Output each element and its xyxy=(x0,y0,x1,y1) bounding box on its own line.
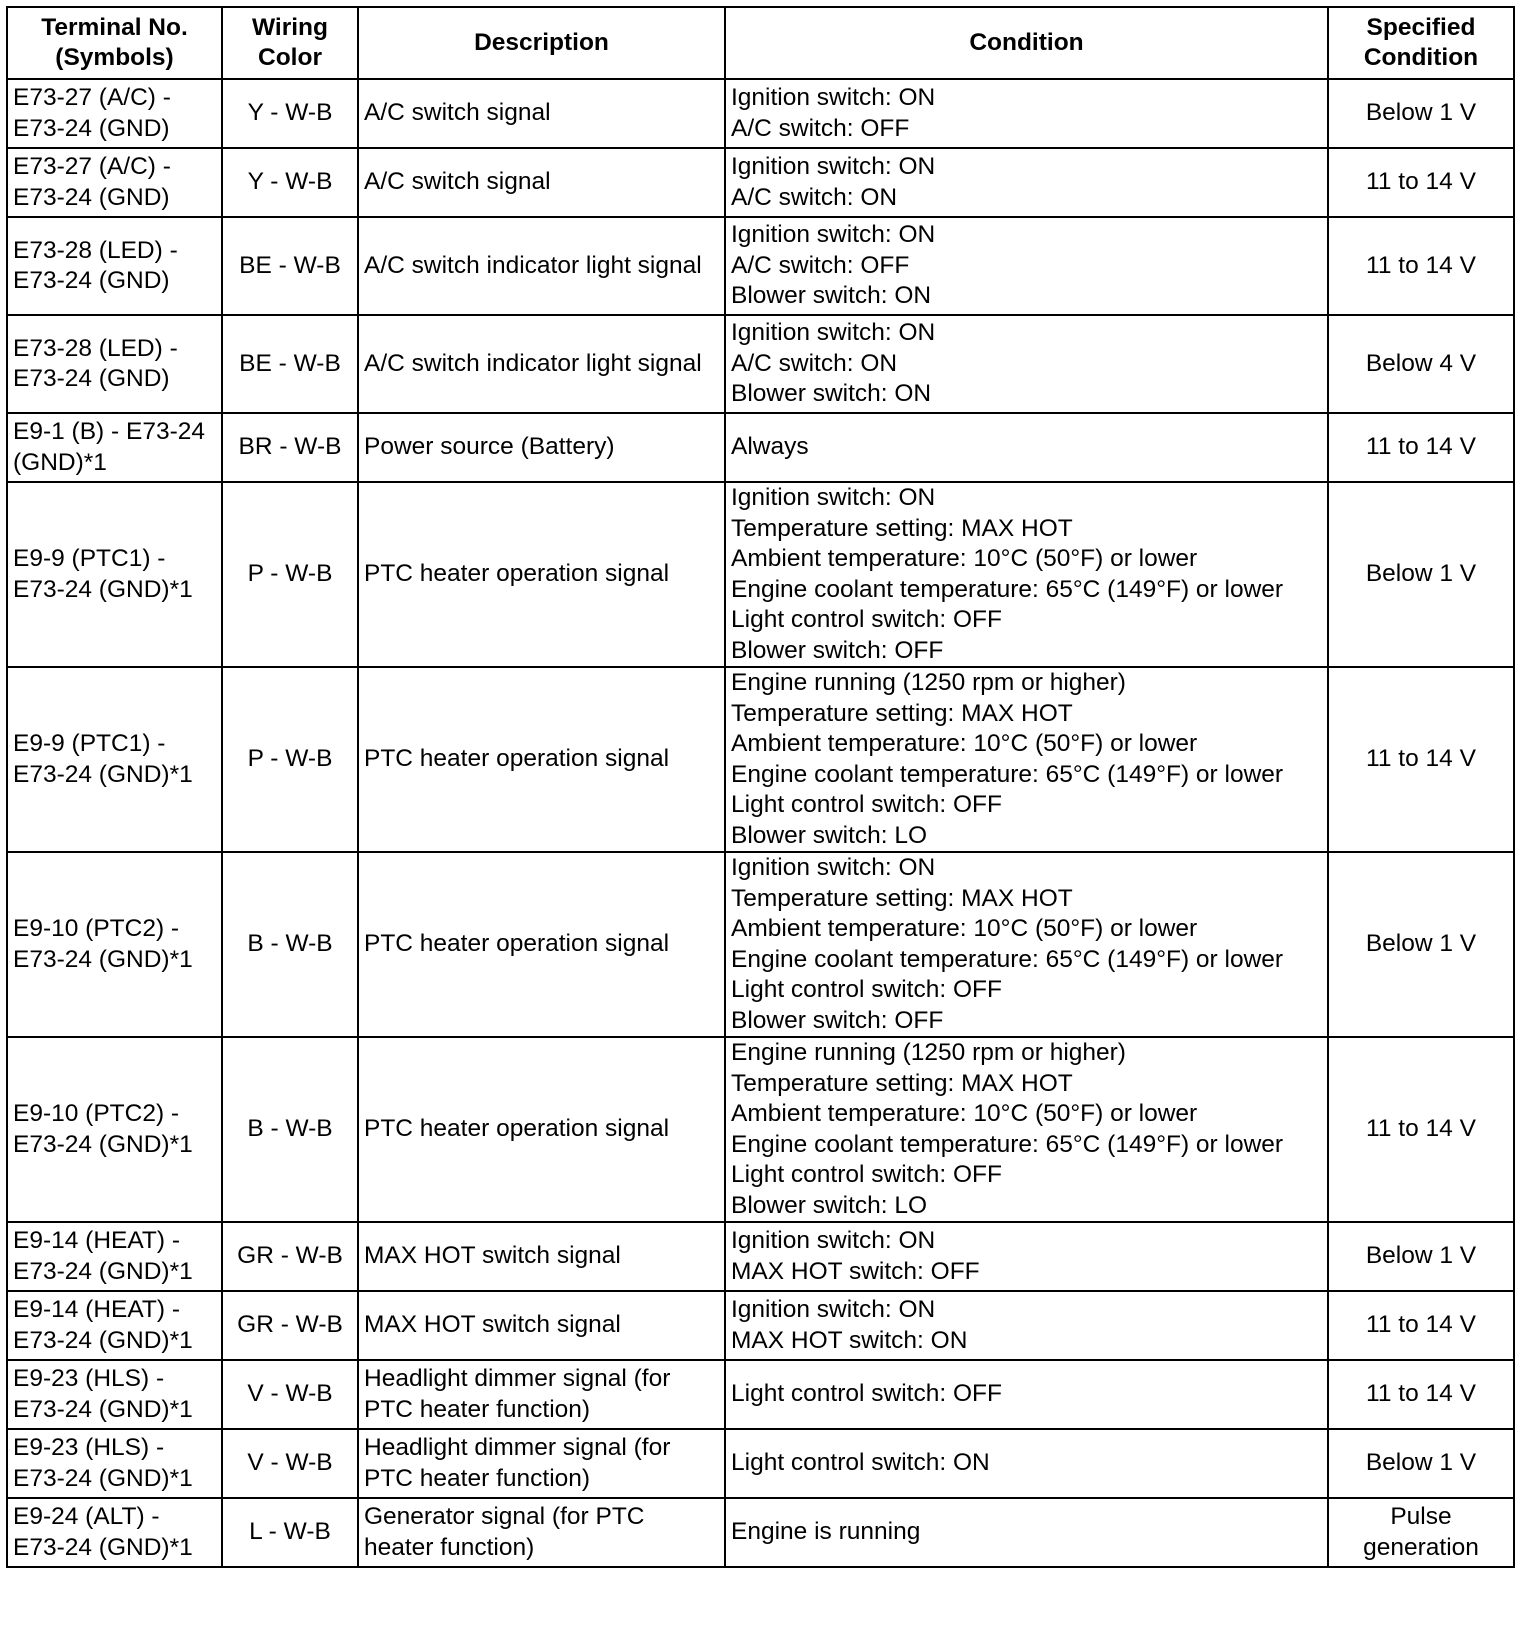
header-condition: Condition xyxy=(725,7,1328,79)
condition-line: Engine running (1250 rpm or higher) xyxy=(731,669,1126,696)
specified-line: 11 to 14 V xyxy=(1366,251,1476,279)
condition-line: Temperature setting: MAX HOT xyxy=(731,1069,1073,1097)
terminal-line: E9-10 (PTC2) - xyxy=(13,915,180,942)
terminal-cell xyxy=(7,1037,222,1222)
table-row xyxy=(7,667,1514,852)
description-cell xyxy=(358,852,725,1037)
description-line: PTC heater operation signal xyxy=(364,1115,670,1143)
terminal-cell xyxy=(7,315,222,413)
condition-cell xyxy=(725,482,1328,667)
terminal-line: E9-1 (B) - E73-24 xyxy=(13,418,205,445)
terminal-line: E73-24 (GND)*1 xyxy=(13,1130,193,1158)
description-cell xyxy=(358,1291,725,1360)
description-cell xyxy=(358,1429,725,1498)
description-cell xyxy=(358,1360,725,1429)
terminal-line: E73-24 (GND)*1 xyxy=(13,1257,193,1285)
terminal-line: E73-24 (GND)*1 xyxy=(13,1464,193,1492)
wiring-color-cell: P - W-B xyxy=(222,482,358,667)
table-row xyxy=(7,1429,1514,1498)
wiring-color-cell: Y - W-B xyxy=(222,148,358,217)
table-body xyxy=(7,79,1514,1567)
wiring-color-cell: BR - W-B xyxy=(222,413,358,482)
specified-line: Below 1 V xyxy=(1365,99,1477,127)
table-row xyxy=(7,852,1514,1037)
terminal-line: E73-24 (GND)*1 xyxy=(13,1395,193,1423)
specified-line: 11 to 14 V xyxy=(1366,745,1476,773)
condition-line: Blower switch: LO xyxy=(731,821,928,849)
condition-line: A/C switch: ON xyxy=(731,183,898,211)
header-wiring-line: Color xyxy=(258,44,322,71)
terminal-line: E73-24 (GND) xyxy=(13,365,170,392)
description-line: A/C switch indicator light signal xyxy=(364,349,702,377)
condition-line: Ambient temperature: 10°C (50°F) or lower xyxy=(731,915,1198,942)
table-row xyxy=(7,1291,1514,1360)
header-terminal-line: Terminal No. xyxy=(41,13,188,41)
header-wiring-line: Wiring xyxy=(252,13,328,41)
wiring-color-cell: P - W-B xyxy=(222,667,358,852)
description-line: PTC heater function) xyxy=(364,1464,591,1492)
description-line: A/C switch indicator light signal xyxy=(364,251,702,279)
description-line: heater function) xyxy=(364,1533,535,1561)
condition-line: Always xyxy=(731,433,809,461)
condition-cell xyxy=(725,852,1328,1037)
condition-cell xyxy=(725,1429,1328,1498)
condition-line: Light control switch: OFF xyxy=(731,1161,1002,1188)
condition-line: MAX HOT switch: OFF xyxy=(731,1257,980,1285)
condition-line: Ignition switch: ON xyxy=(731,153,936,180)
description-line: PTC heater operation signal xyxy=(364,930,670,958)
condition-line: Blower switch: ON xyxy=(731,380,932,408)
terminal-line: E73-24 (GND)*1 xyxy=(13,1326,193,1354)
terminal-line: E73-24 (GND)*1 xyxy=(13,760,193,788)
condition-line: Temperature setting: MAX HOT xyxy=(731,699,1073,727)
condition-line: Engine coolant temperature: 65°C (149°F) or lower xyxy=(731,945,1284,973)
header-specified-line: Specified xyxy=(1366,13,1476,41)
terminal-line: E9-9 (PTC1) - xyxy=(13,545,166,572)
specified-condition-cell xyxy=(1328,1291,1514,1360)
description-line: MAX HOT switch signal xyxy=(364,1242,621,1270)
table-row xyxy=(7,413,1514,482)
description-line: PTC heater function) xyxy=(364,1395,591,1423)
condition-line: Temperature setting: MAX HOT xyxy=(731,514,1073,542)
condition-line: Blower switch: OFF xyxy=(731,636,944,664)
table-row xyxy=(7,148,1514,217)
table-row xyxy=(7,315,1514,413)
condition-line: Ambient temperature: 10°C (50°F) or lower xyxy=(731,730,1198,757)
condition-line: Light control switch: OFF xyxy=(731,791,1002,818)
description-cell xyxy=(358,1222,725,1291)
specified-condition-cell xyxy=(1328,79,1514,148)
table-row xyxy=(7,1222,1514,1291)
wiring-color-cell: B - W-B xyxy=(222,1037,358,1222)
condition-line: Engine is running xyxy=(731,1518,921,1546)
condition-cell xyxy=(725,1498,1328,1567)
terminal-line: E73-24 (GND) xyxy=(13,183,170,211)
terminal-line: E9-23 (HLS) - xyxy=(13,1434,165,1461)
condition-line: Light control switch: OFF xyxy=(731,606,1002,633)
specified-condition-cell xyxy=(1328,852,1514,1037)
condition-line: Engine coolant temperature: 65°C (149°F) or lower xyxy=(731,1130,1284,1158)
condition-line: MAX HOT switch: ON xyxy=(731,1326,968,1354)
terminal-line: E73-24 (GND)*1 xyxy=(13,575,193,603)
description-line: Headlight dimmer signal (for xyxy=(364,1365,671,1392)
terminal-cell xyxy=(7,1291,222,1360)
condition-line: A/C switch: OFF xyxy=(731,114,910,142)
specified-line: 11 to 14 V xyxy=(1366,1380,1476,1408)
terminal-line: E73-24 (GND)*1 xyxy=(13,1533,193,1561)
specified-condition-cell xyxy=(1328,413,1514,482)
table-header xyxy=(7,7,1514,79)
terminal-specification-table xyxy=(6,6,1515,1568)
description-line: PTC heater operation signal xyxy=(364,560,670,588)
terminal-cell xyxy=(7,217,222,315)
condition-cell xyxy=(725,148,1328,217)
specified-condition-cell xyxy=(1328,315,1514,413)
header-description: Description xyxy=(358,7,725,79)
header-specified-line: Condition xyxy=(1363,44,1479,71)
description-cell xyxy=(358,79,725,148)
wiring-color-cell: BE - W-B xyxy=(222,315,358,413)
condition-line: Blower switch: ON xyxy=(731,282,932,310)
condition-line: Blower switch: LO xyxy=(731,1191,928,1219)
specified-line: Below 1 V xyxy=(1365,1449,1477,1477)
specified-line: 11 to 14 V xyxy=(1366,168,1476,196)
specified-condition-cell xyxy=(1328,148,1514,217)
condition-line: Temperature setting: MAX HOT xyxy=(731,884,1073,912)
specified-line: Below 4 V xyxy=(1365,349,1477,377)
table-row xyxy=(7,482,1514,667)
description-cell xyxy=(358,315,725,413)
wiring-color-cell: GR - W-B xyxy=(222,1222,358,1291)
terminal-line: E9-24 (ALT) - xyxy=(13,1503,160,1530)
condition-line: Engine running (1250 rpm or higher) xyxy=(731,1039,1126,1066)
condition-line: Ambient temperature: 10°C (50°F) or lower xyxy=(731,1100,1198,1127)
description-cell xyxy=(358,413,725,482)
specified-line: Below 1 V xyxy=(1365,560,1477,588)
terminal-cell xyxy=(7,1222,222,1291)
terminal-cell xyxy=(7,413,222,482)
condition-line: Engine coolant temperature: 65°C (149°F) or lower xyxy=(731,760,1284,788)
table-row xyxy=(7,1498,1514,1567)
header-row xyxy=(7,7,1514,79)
description-line: PTC heater operation signal xyxy=(364,745,670,773)
description-line: Headlight dimmer signal (for xyxy=(364,1434,671,1461)
condition-cell xyxy=(725,1037,1328,1222)
terminal-line: E9-10 (PTC2) - xyxy=(13,1100,180,1127)
description-line: Generator signal (for PTC xyxy=(364,1503,645,1530)
terminal-cell xyxy=(7,148,222,217)
specified-line: Below 1 V xyxy=(1365,930,1477,958)
terminal-line: (GND)*1 xyxy=(13,448,107,476)
table-row xyxy=(7,217,1514,315)
description-cell xyxy=(358,217,725,315)
condition-line: Ignition switch: ON xyxy=(731,854,936,881)
specified-condition-cell xyxy=(1328,1360,1514,1429)
condition-line: Light control switch: OFF xyxy=(731,976,1002,1003)
condition-line: Engine coolant temperature: 65°C (149°F) or lower xyxy=(731,575,1284,603)
condition-line: Blower switch: OFF xyxy=(731,1006,944,1034)
condition-line: Ignition switch: ON xyxy=(731,1296,936,1323)
specified-condition-cell xyxy=(1328,1498,1514,1567)
terminal-line: E73-28 (LED) - xyxy=(13,236,178,264)
table-row xyxy=(7,1037,1514,1222)
terminal-cell xyxy=(7,1498,222,1567)
condition-line: A/C switch: ON xyxy=(731,349,898,377)
terminal-line: E73-24 (GND)*1 xyxy=(13,945,193,973)
specified-condition-cell xyxy=(1328,482,1514,667)
description-cell xyxy=(358,1037,725,1222)
condition-line: Light control switch: ON xyxy=(731,1449,990,1477)
condition-line: Ignition switch: ON xyxy=(731,1227,936,1254)
specified-condition-cell xyxy=(1328,1429,1514,1498)
description-cell xyxy=(358,482,725,667)
specified-line: 11 to 14 V xyxy=(1366,1311,1476,1339)
condition-cell xyxy=(725,1360,1328,1429)
terminal-line: E9-14 (HEAT) - xyxy=(13,1227,180,1254)
terminal-line: E9-14 (HEAT) - xyxy=(13,1296,180,1323)
header-specified-condition xyxy=(1328,7,1514,79)
wiring-color-cell: L - W-B xyxy=(222,1498,358,1567)
specified-condition-cell xyxy=(1328,667,1514,852)
condition-cell xyxy=(725,79,1328,148)
specified-condition-cell xyxy=(1328,1037,1514,1222)
terminal-cell xyxy=(7,482,222,667)
specified-line: Pulse xyxy=(1390,1503,1452,1530)
description-cell xyxy=(358,1498,725,1567)
condition-cell xyxy=(725,315,1328,413)
description-cell xyxy=(358,667,725,852)
description-cell xyxy=(358,148,725,217)
specified-line: 11 to 14 V xyxy=(1366,1115,1476,1143)
description-line: A/C switch signal xyxy=(364,99,551,127)
condition-cell xyxy=(725,1291,1328,1360)
terminal-line: E73-27 (A/C) - xyxy=(13,84,171,111)
table-row xyxy=(7,79,1514,148)
wiring-color-cell: GR - W-B xyxy=(222,1291,358,1360)
condition-cell xyxy=(725,413,1328,482)
terminal-line: E9-9 (PTC1) - xyxy=(13,730,166,757)
header-wiring-color xyxy=(222,7,358,79)
terminal-line: E73-24 (GND) xyxy=(13,267,170,294)
terminal-cell xyxy=(7,1429,222,1498)
description-line: A/C switch signal xyxy=(364,168,551,196)
condition-line: Ignition switch: ON xyxy=(731,319,936,347)
terminal-cell xyxy=(7,852,222,1037)
specified-line: 11 to 14 V xyxy=(1366,433,1476,461)
specified-condition-cell xyxy=(1328,1222,1514,1291)
condition-line: Ambient temperature: 10°C (50°F) or lower xyxy=(731,545,1198,572)
table-row xyxy=(7,1360,1514,1429)
condition-line: Light control switch: OFF xyxy=(731,1380,1002,1408)
condition-cell xyxy=(725,667,1328,852)
condition-cell xyxy=(725,217,1328,315)
terminal-cell xyxy=(7,1360,222,1429)
description-line: Power source (Battery) xyxy=(364,433,615,461)
condition-line: Ignition switch: ON xyxy=(731,221,936,249)
description-line: MAX HOT switch signal xyxy=(364,1311,621,1339)
wiring-color-cell: V - W-B xyxy=(222,1360,358,1429)
terminal-cell xyxy=(7,79,222,148)
wiring-color-cell: B - W-B xyxy=(222,852,358,1037)
condition-line: Ignition switch: ON xyxy=(731,84,936,111)
specified-condition-cell xyxy=(1328,217,1514,315)
condition-line: Ignition switch: ON xyxy=(731,484,936,511)
wiring-color-cell: Y - W-B xyxy=(222,79,358,148)
terminal-cell xyxy=(7,667,222,852)
terminal-line: E73-28 (LED) - xyxy=(13,334,178,362)
terminal-line: E73-27 (A/C) - xyxy=(13,153,171,180)
header-terminal-line: (Symbols) xyxy=(55,44,174,71)
header-terminal xyxy=(7,7,222,79)
specified-line: generation xyxy=(1363,1533,1479,1561)
terminal-line: E9-23 (HLS) - xyxy=(13,1365,165,1392)
terminal-table-document xyxy=(6,6,1515,1568)
terminal-line: E73-24 (GND) xyxy=(13,114,170,142)
condition-cell xyxy=(725,1222,1328,1291)
wiring-color-cell: V - W-B xyxy=(222,1429,358,1498)
specified-line: Below 1 V xyxy=(1365,1242,1477,1270)
condition-line: A/C switch: OFF xyxy=(731,251,910,279)
wiring-color-cell: BE - W-B xyxy=(222,217,358,315)
